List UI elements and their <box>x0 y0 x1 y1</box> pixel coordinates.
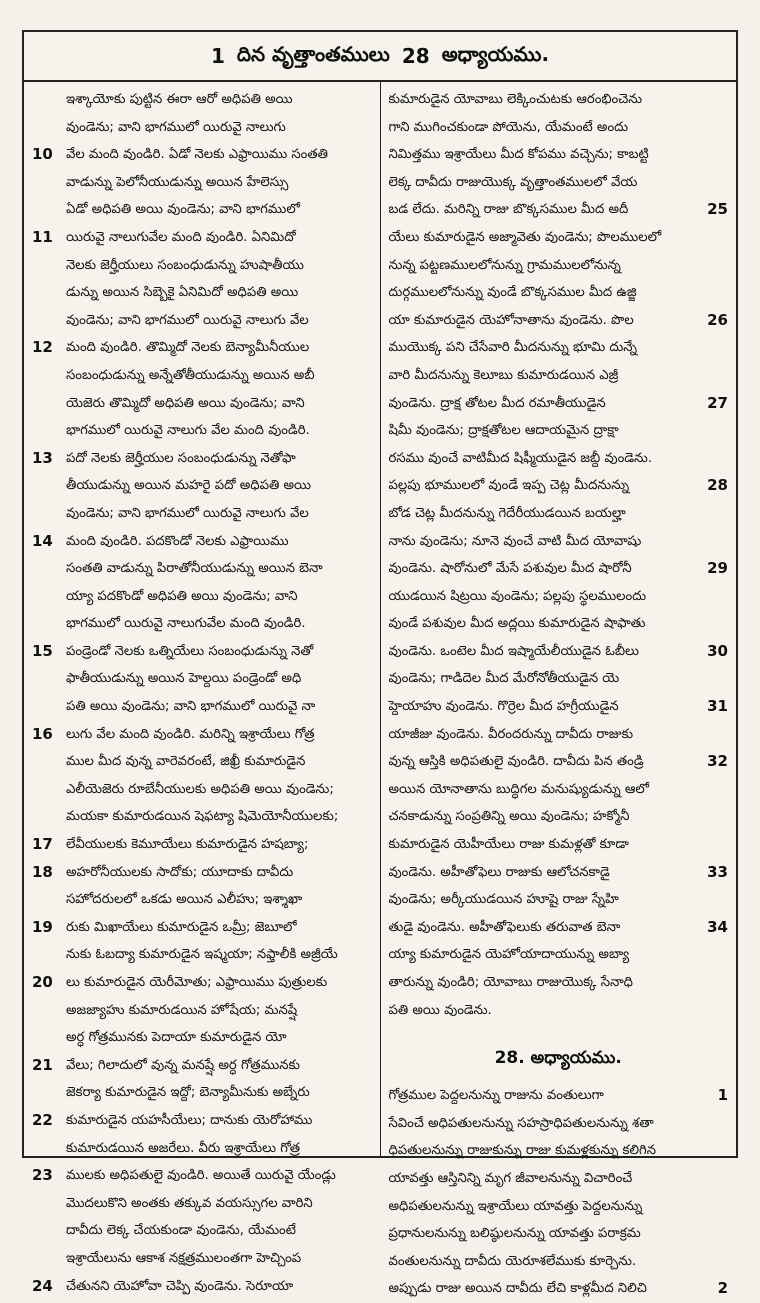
line-text: లేవీయులకు కెమూయేలు కుమారుడైన హషబ్యా; <box>66 837 309 853</box>
chapter-heading-number: 28. <box>494 1048 525 1069</box>
text-line <box>389 1220 729 1248</box>
text-line <box>389 914 729 942</box>
verse-number: 30 <box>707 641 728 660</box>
bible-page <box>22 30 738 1298</box>
chapter-heading <box>389 1034 729 1082</box>
text-line <box>389 445 729 473</box>
text-line <box>32 417 372 445</box>
text-line <box>32 1052 372 1080</box>
line-text: యాజీజు వుండెను. వీరందరున్ను దావీదు రాజుకు <box>388 726 634 742</box>
text-line <box>32 445 372 473</box>
line-text: మంది వుండిరి. పదకొండో నెలకు ఎఫ్రాయిము <box>66 533 289 549</box>
text-line <box>32 1107 372 1135</box>
text-line <box>389 307 729 335</box>
text-line <box>32 86 372 114</box>
line-text: మయకా కుమారుడయిన షెఫట్యా షిమెయోనీయులకు; <box>66 809 339 825</box>
text-line <box>389 224 729 252</box>
text-line <box>32 390 372 418</box>
text-line <box>389 748 729 776</box>
line-text: మొదలుకొని అంతకు తక్కువ వయస్సుగల వారిని <box>66 1195 313 1211</box>
text-line <box>32 969 372 997</box>
text-line <box>32 693 372 721</box>
verse-number: 20 <box>32 973 53 991</box>
text-line <box>389 803 729 831</box>
text-line <box>389 252 729 280</box>
verse-number: 13 <box>32 448 53 467</box>
line-text: లుగు వేల మంది వుండిరి. మరిన్ని ఇశ్రాయేలు గోత్ర <box>66 726 315 742</box>
line-text: ములకు అధిపతులై వుండిరి. అయితే యిరువై యేండ్లు <box>66 1168 336 1184</box>
text-line <box>32 1190 372 1218</box>
text-line <box>32 334 372 362</box>
line-text: యుడయిన షిట్రయి వుండెను; పల్లపు స్థలములందు <box>388 588 647 604</box>
line-text: లు కుమారుడైన యెరీమోతు; ఎఫ్రాయిము పుత్రులకు <box>66 975 328 990</box>
line-text: వున్న ఆస్తికి అధిపతులై వుండిరి. దావీదు పిన తండ్రి <box>388 754 644 770</box>
verse-number: 19 <box>32 917 53 936</box>
header-heading: అధ్యాయము. <box>441 41 550 66</box>
text-line <box>389 390 729 418</box>
verse-number: 33 <box>707 862 728 881</box>
verse-number: 27 <box>707 393 728 412</box>
line-text: డున్ను అయిన సిబ్బెకై ఏనిమిదో అధిపతి అయి <box>66 285 299 301</box>
line-text: వుండెను; వాని భాగములో యిరువై నాలుగు <box>66 119 286 135</box>
line-text: భాగములో యిరువై నాలుగు వేల మంది వుండిరి. <box>66 423 310 439</box>
line-text: కుమారుడైన యహసీయేలు; దానుకు యెరోహాము <box>66 1112 313 1128</box>
text-line <box>32 721 372 749</box>
verse-number: 17 <box>32 835 53 854</box>
text-line <box>389 997 729 1025</box>
line-text: వుండెను; వాని భాగములో యిరువై నాలుగు వేల <box>66 505 309 521</box>
line-text: ధిపతులనున్ను రాజుకున్ను రాజు కుమళ్లకున్ను కలిగిన <box>388 1143 656 1159</box>
text-line <box>32 638 372 666</box>
verse-number: 24 <box>32 1276 53 1295</box>
text-line <box>32 196 372 224</box>
text-line <box>389 417 729 445</box>
text-line <box>389 1275 729 1303</box>
line-text: తీయుడున్ను అయిన మహరై పదో అధిపతి అయి <box>66 478 311 494</box>
line-text: వుండెను; అర్కీయుడయిన హూషై రాజు స్నేహి <box>388 892 619 908</box>
verse-number: 16 <box>32 724 53 743</box>
text-line <box>32 1162 372 1190</box>
text-line <box>389 86 729 114</box>
text-line <box>32 224 372 252</box>
text-line <box>32 776 372 804</box>
text-line <box>389 334 729 362</box>
text-line <box>32 803 372 831</box>
text-line <box>32 997 372 1025</box>
line-text: య్యా పదకొండో అధిపతి అయి వుండెను; వాని <box>66 588 298 604</box>
line-text: ఫాతీయుడున్ను అయిన హెల్దయి పండ్రెండో అధి <box>66 671 302 687</box>
text-line <box>389 583 729 611</box>
line-text: వేలు; గిలాదులో వున్న మనష్షే అర్ధ గోత్రమునకు <box>66 1057 300 1073</box>
line-text: వుండెను. షారోనులో మేసే పశువుల మీద షారోనీ <box>388 561 632 577</box>
verse-number: 12 <box>32 338 53 357</box>
text-line <box>32 169 372 197</box>
line-text: యావత్తు ఆస్తినిన్ని మృగ జీవాలనున్ను విచారించే <box>388 1170 633 1186</box>
verse-number: 22 <box>32 1110 53 1129</box>
verse-number: 28 <box>707 476 728 495</box>
line-text: అధిపతులనున్ను ఇశ్రాయేలు యావత్తు పెద్దలనున్ను <box>388 1198 643 1214</box>
text-line <box>32 500 372 528</box>
text-line <box>389 941 729 969</box>
line-text: మంది వుండిరి. తొమ్మిదో నెలకు బెన్యామీనీయుల <box>66 340 310 356</box>
line-text: పతి అయి వుండెను; వాని భాగములో యిరువై నా <box>66 699 316 715</box>
verse-number: 2 <box>717 1279 728 1298</box>
line-text: రుకు మిఖాయేలు కుమారుడైన ఒమ్రీ; జెబూలో <box>66 919 297 935</box>
text-line <box>389 169 729 197</box>
header-chapter: 28 <box>401 44 430 68</box>
line-text: ప్రధానులనున్ను బలిష్ఠులనున్ను యావత్తు పరాక్రమ <box>388 1226 641 1242</box>
right-column-top <box>389 86 729 1024</box>
verse-number: 15 <box>32 641 53 660</box>
line-text: గాని ముగించకుండా పోయెను, యేమంటే అందు <box>388 119 629 135</box>
line-text: దావీదు లెక్క చేయకుండా వుండెను, యేమంటే <box>66 1223 296 1239</box>
text-line <box>389 638 729 666</box>
line-text: గోత్రముల పెద్దలనున్ను రాజును వంతులుగా <box>388 1088 604 1104</box>
line-text: షిమీ వుండెను; ద్రాక్షతోటల ఆదాయమైన ద్రాక్షా <box>388 423 619 439</box>
book-title: దిన వృత్తాంతములు <box>236 41 390 66</box>
verse-number: 1 <box>717 1086 728 1105</box>
verse-number: 23 <box>32 1166 53 1185</box>
line-text: నున్న పట్టణములలోనున్ను గ్రామములలోనున్న <box>388 257 621 273</box>
text-line <box>32 1245 372 1273</box>
line-text: తారున్ను వుండిరి; యోవాబు రాజుయొక్క సేనాధి <box>388 975 633 990</box>
left-column <box>24 82 381 1295</box>
text-line <box>389 279 729 307</box>
line-text: వుండెను. ఒంటెల మీద ఇష్మాయేలీయుడైన ఓబీలు <box>388 643 639 659</box>
text-line <box>389 969 729 997</box>
text-line <box>389 1165 729 1193</box>
text-line <box>389 1082 729 1110</box>
line-text: వుండెను. ద్రాక్ష తోటల మీద రమాతీయుడైన <box>388 395 606 411</box>
text-line <box>389 886 729 914</box>
line-text: వాడున్ను పెలోనీయుడున్ను అయిన హేలెస్సు <box>66 174 289 190</box>
verse-number: 32 <box>707 752 728 771</box>
text-line <box>389 610 729 638</box>
line-text: య్యా కుమారుడైన యెహోయాదాయున్ను అబ్యా <box>388 947 630 963</box>
line-text: ముల మీద వున్న వారెవరంటే, జిఖ్రీ కుమారుడైన <box>66 754 306 770</box>
text-line <box>32 886 372 914</box>
line-text: హ్దెయాహు వుండెను. గొర్రెల మీద హగ్రీయుడైన <box>388 699 619 715</box>
line-text: రసము వుంచే వాటిమీద షిఫ్మీయుడైన జబ్దీ వుండెను. <box>388 450 653 466</box>
text-line <box>32 472 372 500</box>
chapter-heading-label: అధ్యాయము. <box>530 1048 622 1069</box>
text-line <box>32 610 372 638</box>
line-text: పల్లపు భూములలో వుండే ఇప్ప చెట్ల మీదనున్ను <box>388 478 630 494</box>
text-line <box>389 362 729 390</box>
line-text: వంతులనున్ను దావీదు యెరూశలేముకు కూర్చెను. <box>388 1253 637 1269</box>
line-text: సంతతి వాడున్ను పిరాతోనీయుడున్ను అయిన బెనా <box>66 561 323 577</box>
text-line <box>32 555 372 583</box>
line-text: కుమారుడయిన అజరేలు. వీరు ఇశ్రాయేలు గోత్ర <box>66 1140 300 1156</box>
line-text: బడ లేదు. మరిన్ని రాజు బొక్కసముల మీద అదీ <box>388 202 629 218</box>
text-line <box>32 362 372 390</box>
text-line <box>32 1024 372 1052</box>
text-line <box>389 1110 729 1138</box>
line-text: బోడ చెట్ల మీదనున్ను గెదేరీయుడయిన బయల్హా <box>388 505 626 521</box>
text-line <box>32 583 372 611</box>
line-text: భాగములో యిరువై నాలుగువేల మంది వుండిరి. <box>66 616 306 632</box>
text-line <box>32 1217 372 1245</box>
line-text: చనకాడున్ను సంప్రతిన్ని అయి వుండెను; హక్మోనీ <box>388 809 630 825</box>
text-line <box>32 1135 372 1163</box>
line-text: సహోదరులలో ఒకడు అయిన ఎలీహు; ఇశ్శాఖా <box>66 892 303 908</box>
text-line <box>389 721 729 749</box>
text-line <box>32 307 372 335</box>
line-text: వుండెను. అహీతోఫెలు రాజుకు ఆలోచనకాడై <box>388 864 610 880</box>
text-line <box>389 472 729 500</box>
line-text: ఇశ్రాయేలును ఆకాశ నక్షత్రములంతగా హెచ్చింప <box>66 1250 302 1266</box>
text-line <box>32 252 372 280</box>
line-text: నిమిత్తము ఇశ్రాయేలు మీద కోపము వచ్చెను; కాబట్టి <box>388 147 649 163</box>
line-text: అర్ధ గోత్రమునకు పెదాయా కుమారుడైన యో <box>66 1030 287 1046</box>
verse-number: 31 <box>707 697 728 716</box>
verse-number: 21 <box>32 1055 53 1074</box>
verse-number: 14 <box>32 531 53 550</box>
line-text: పతి అయి వుండెను. <box>388 1002 492 1018</box>
line-text: అహరోనీయులకు సాదోకు; యూదాకు దావీదు <box>66 864 294 880</box>
line-text: ఏడో అధిపతి అయి వుండెను; వాని భాగములో <box>66 202 300 218</box>
text-line <box>32 665 372 693</box>
text-line <box>389 693 729 721</box>
text-line <box>389 555 729 583</box>
right-column-bottom <box>389 1082 729 1303</box>
text-line <box>389 776 729 804</box>
text-line <box>32 831 372 859</box>
line-text: వారి మీదనున్ను కెలూబు కుమారుడయిన ఎజ్రీ <box>388 367 619 383</box>
line-text: కుమారుడైన యోవాబు లెక్కించుటకు ఆరంభించెను <box>388 92 643 107</box>
line-text: యిరువై నాలుగువేల మంది వుండిరి. ఏనిమిదో <box>66 229 296 245</box>
text-line <box>32 941 372 969</box>
line-text: వుండెను; వాని భాగములో యిరువై నాలుగు వేల <box>66 312 309 328</box>
line-text: వేల మంది వుండిరి. ఏడో నెలకు ఎఫ్రాయిము సంతతి <box>66 147 328 163</box>
text-line <box>32 279 372 307</box>
verse-number: 11 <box>32 227 53 246</box>
text-line <box>32 114 372 142</box>
right-column <box>381 82 737 1298</box>
line-text: ఎలీయెజెరు రూబేనీయులకు అధిపతి అయి వుండెను; <box>66 781 334 797</box>
text-line <box>389 500 729 528</box>
text-line <box>389 831 729 859</box>
line-text: తుడై వుండెను. అహీతోఫెలుకు తరువాత బెనా <box>388 919 621 935</box>
text-line <box>32 1079 372 1107</box>
line-text: చేతునని యెహోవా చెప్పి వుండెను. సెరూయా <box>66 1278 294 1294</box>
verse-number: 26 <box>707 310 728 329</box>
verse-number: 10 <box>32 145 53 164</box>
text-line <box>32 748 372 776</box>
line-text: నెలకు జెర్హీయులు సంబంధుడున్ను హుషాతీయు <box>66 257 304 273</box>
line-text: వుండే పశువుల మీద అద్లయి కుమారుడైన షాఫాతు <box>388 616 646 632</box>
text-line <box>389 141 729 169</box>
text-line <box>389 1193 729 1221</box>
line-text: యెజెరు తొమ్మిదో అధిపతి అయి వుండెను; వాని <box>66 395 305 411</box>
line-text: అజజ్యాహు కుమారుడయిన హోషేయ; మనష్షే <box>66 1002 298 1018</box>
verse-number: 25 <box>707 200 728 219</box>
text-line <box>32 141 372 169</box>
line-text: నుకు ఓబద్యా కుమారుడైన ఇష్మయా; నఫ్తాలీకి అజ్రీయే <box>66 947 338 963</box>
line-text: యేలు కుమారుడైన అజ్మావెతు వుండెను; పొలములలో <box>388 229 662 245</box>
verse-number: 18 <box>32 862 53 881</box>
line-text: అయిన యోనాతాను బుద్ధిగల మనుష్యుడున్ను ఆలో <box>388 781 649 797</box>
chapter-number: 1 <box>210 44 225 68</box>
line-text: యా కుమారుడైన యెహోనాతాను వుండెను. పొల <box>388 312 634 328</box>
line-text: వుండెను; గాడిదెల మీద మేరోనోతీయుడైన యె <box>388 671 620 687</box>
text-line <box>389 859 729 887</box>
page-header <box>24 32 736 82</box>
line-text: కుమారుడైన యెహీయేలు రాజు కుమళ్లతో కూడా <box>388 837 629 853</box>
line-text: సంబంధుడున్ను అన్నేతోతీయుడున్ను అయిన అబీ <box>66 367 315 383</box>
line-text: పండ్రెండో నెలకు ఒత్నియేలు సంబంధుడున్ను నెతో <box>66 643 314 659</box>
text-line <box>389 665 729 693</box>
line-text: సేవించే అధిపతులనున్ను సహస్రాధిపతులనున్ను శతా <box>388 1115 654 1131</box>
text-line <box>389 114 729 142</box>
line-text: దుర్గములలోనున్ను వుండే బొక్కసముల మీద ఉజ్జి <box>388 285 637 301</box>
line-text: జెకర్యా కుమారుడైన ఇద్దో; బెన్యామీనుకు అబ్నేరు <box>66 1085 310 1101</box>
line-text: ఇశ్కాయోకు పుట్టిన ఈరా ఆరో అధిపతి అయి <box>66 92 293 107</box>
text-line <box>389 528 729 556</box>
line-text: నాను వుండెను; నూనె వుంచే వాటి మీద యోవాషు <box>388 533 642 549</box>
text-line <box>32 859 372 887</box>
verse-number: 29 <box>707 559 728 578</box>
text-line <box>389 1248 729 1276</box>
text-line <box>389 1137 729 1165</box>
line-text: ముయొక్క పని చేసేవారి మీదనున్ను భూమి దున్నే <box>388 340 637 356</box>
verse-number: 34 <box>707 917 728 936</box>
line-text: అప్పుడు రాజు అయిన దావీదు లేచి కాళ్లమీద నిలిచి <box>388 1281 647 1297</box>
text-line <box>32 914 372 942</box>
line-text: లెక్క దావీదు రాజుయొక్క వృత్తాంతములలో వేయ <box>388 174 638 190</box>
text-line <box>32 528 372 556</box>
text-line <box>389 196 729 224</box>
line-text: పదో నెలకు జెర్హీయుల సంబంధుడున్ను నెతోఫా <box>66 450 296 466</box>
text-line <box>32 1273 372 1301</box>
